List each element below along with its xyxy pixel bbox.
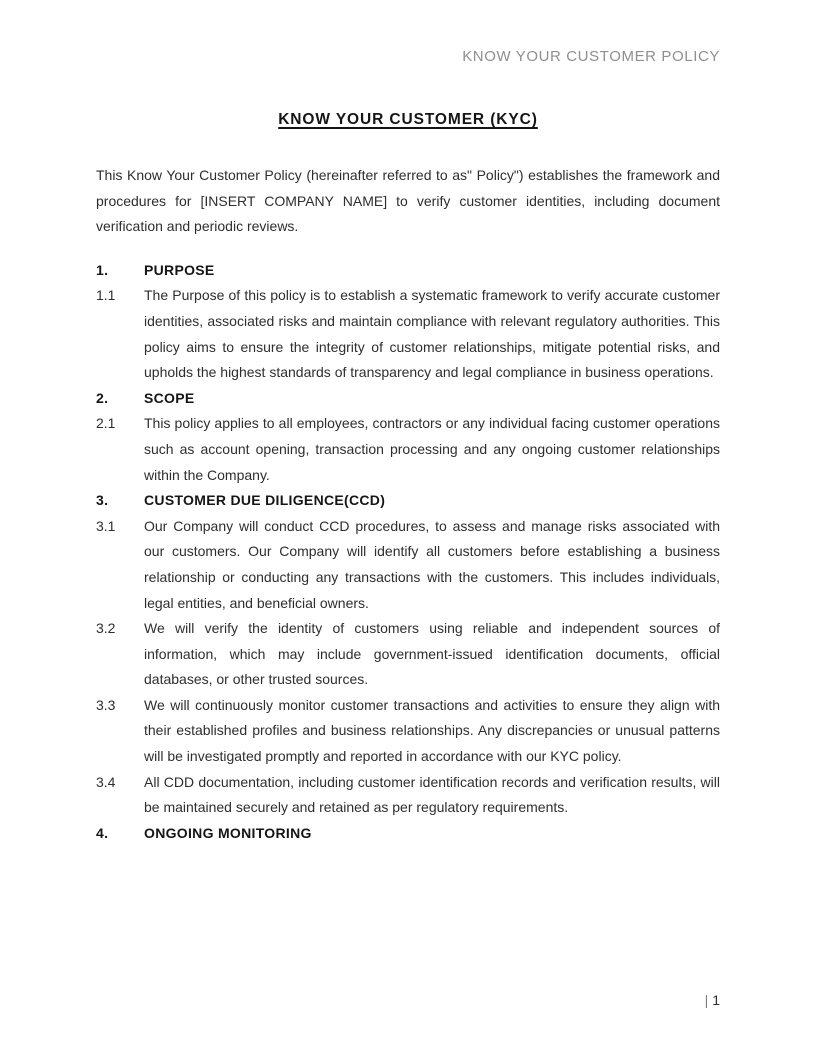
clause-text: All CDD documentation, including customer identification records and verification results, will be maintained securely and retained as per regulatory requirements. [144, 773, 720, 816]
page-footer [705, 992, 720, 1008]
clause-row [96, 693, 720, 770]
section-number: 1. [96, 261, 109, 278]
footer-separator: | [704, 992, 709, 1008]
running-header: KNOW YOUR CUSTOMER POLICY [462, 48, 720, 65]
clause-number: 2.1 [96, 415, 116, 432]
clause-text: This policy applies to all employees, contractors or any individual facing customer operations such as account opening, transaction processing and any ongoing customer relationships within the Company. [144, 415, 720, 483]
clause-text: The Purpose of this policy is to establish a systematic framework to verify accurate customer identities, associated risks and maintain compliance with relevant regulatory authorities. This policy aims to ensure the integrity of customer relationships, mitigate potential risks, and upholds the highest standards of transparency and legal compliance in business operations. [144, 287, 720, 381]
section-number: 2. [96, 389, 109, 406]
clause-row [96, 283, 720, 385]
clause-row [96, 514, 720, 616]
clause-number: 3.4 [96, 773, 116, 790]
section-heading: SCOPE [144, 389, 195, 406]
clause-number: 3.2 [96, 620, 116, 637]
section-heading: CUSTOMER DUE DILIGENCE(CCD) [144, 492, 386, 509]
section-heading: PURPOSE [144, 261, 215, 278]
section-heading-row [96, 386, 720, 412]
sections-container [96, 258, 720, 847]
clause-text: Our Company will conduct CCD procedures, to assess and manage risks associated with our customers. Our Company will identify all customers before establishing a business relationship or conducting any transactions with the customers. This includes individuals, legal entities, and beneficial owners. [144, 517, 720, 611]
section-heading-row [96, 821, 720, 847]
intro-paragraph: This Know Your Customer Policy (hereinafter referred to as" Policy") establishes the framework and procedures for [INSERT COMPANY NAME] to verify customer identities, including document verification and periodic reviews. [96, 167, 720, 235]
page-number: 1 [712, 992, 720, 1008]
clause-row [96, 770, 720, 821]
section-heading: ONGOING MONITORING [144, 824, 312, 841]
clause-row [96, 411, 720, 488]
section-number: 3. [96, 492, 109, 509]
section-heading-row [96, 488, 720, 514]
section-heading-row [96, 258, 720, 284]
clause-number: 3.1 [96, 517, 116, 534]
clause-text: We will verify the identity of customers using reliable and independent sources of information, which may include government-issued identification documents, official databases, or other trusted sources. [144, 620, 720, 688]
clause-text: We will continuously monitor customer transactions and activities to ensure they align with their established profiles and business relationships. Any discrepancies or unusual patterns will be investigated promptly and reported in accordance with our KYC policy. [144, 696, 720, 765]
clause-row [96, 616, 720, 693]
document-title: KNOW YOUR CUSTOMER (KYC) [278, 111, 538, 128]
clause-number: 3.3 [96, 696, 116, 713]
clause-number: 1.1 [96, 287, 116, 304]
section-number: 4. [96, 824, 109, 841]
